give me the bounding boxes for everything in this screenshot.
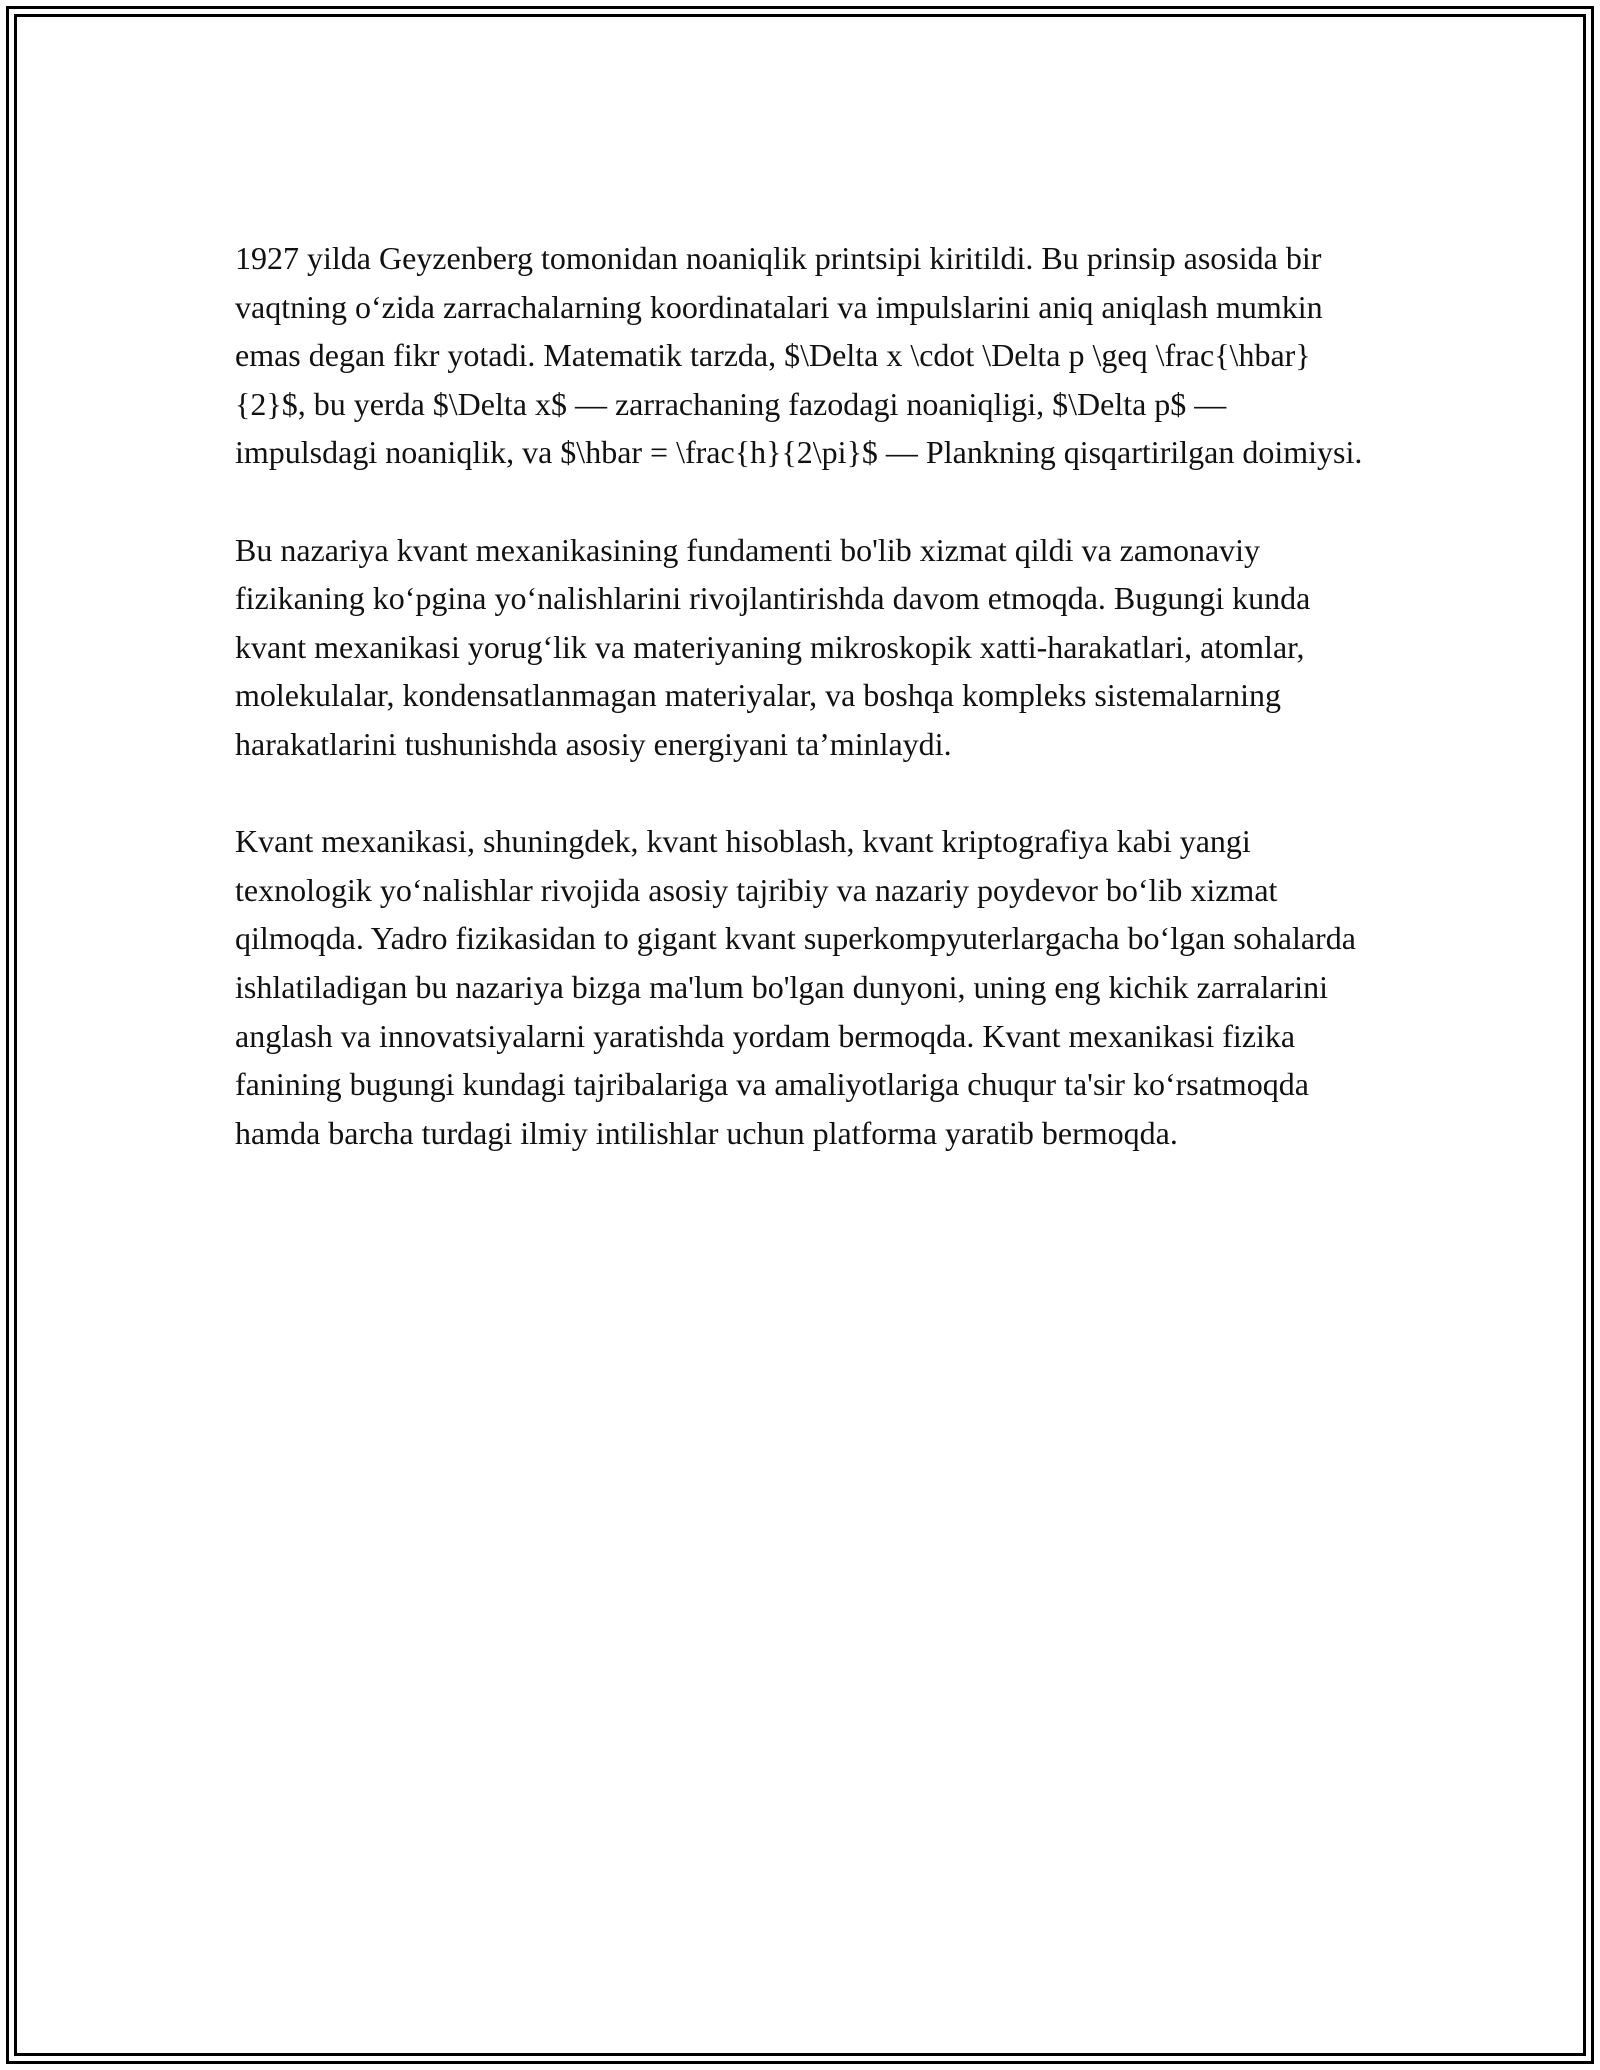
- document-body: [235, 234, 1370, 1206]
- paragraph-uncertainty-principle: 1927 yilda Geyzenberg tomonidan noaniqlik printsipi kiritildi. Bu prinsip asosida bir vaqtning o‘zida zarrachalarning koordinatalari va impulslarini aniq aniqlash mumkin emas degan fikr yotadi. Matematik tarzda, $\Delta x \cdot \Delta p \geq \frac{\hbar}{2}$, bu yerda $\Delta x$ — zarrachaning fazodagi noaniqligi, $\Delta p$ — impulsdagi noaniqlik, va $\hbar = \frac{h}{2\pi}$ — Plankning qisqartirilgan doimiysi.: [235, 240, 1363, 471]
- paragraph-quantum-foundation: Bu nazariya kvant mexanikasining fundamenti bo'lib xizmat qildi va zamonaviy fizikaning ko‘pgina yo‘nalishlarini rivojlantirishda davom etmoqda. Bugungi kunda kvant mexanikasi yorug‘lik va materiyaning mikroskopik xatti-harakatlari, atomlar, molekulalar, kondensatlanmagan materiyalar, va boshqa kompleks sistemalarning harakatlarini tushunishda asosiy energiyani ta’minlaydi.: [235, 531, 1311, 762]
- paragraph-quantum-technology: Kvant mexanikasi, shuningdek, kvant hisoblash, kvant kriptografiya kabi yangi texnologik yo‘nalishlar rivojida asosiy tajribiy va nazariy poydevor bo‘lib xizmat qilmoqda. Yadro fizikasidan to gigant kvant superkompyuterlargacha bo‘lgan sohalarda ishlatiladigan bu nazariya bizga ma'lum bo'lgan dunyoni, uning eng kichik zarralarini anglash va innovatsiyalarni yaratishda yordam bermoqda. Kvant mexanikasi fizika fanining bugungi kundagi tajribalariga va amaliyotlariga chuqur ta'sir ko‘rsatmoqda hamda barcha turdagi ilmiy intilishlar uchun platforma yaratib bermoqda.: [235, 823, 1356, 1151]
